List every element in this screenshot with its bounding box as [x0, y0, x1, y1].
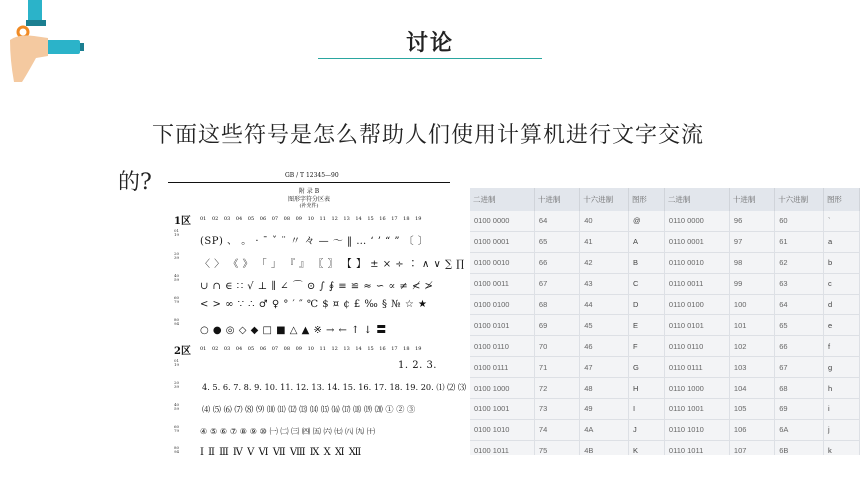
gb-appendix-label: 附 录 B	[298, 188, 320, 195]
hex-cell: 44	[580, 294, 629, 315]
glyph-cell: a	[823, 231, 859, 252]
ascii-header-row	[470, 188, 860, 211]
decimal-cell: 100	[729, 294, 774, 315]
decimal-cell: 104	[729, 378, 774, 399]
binary-cell: 0110 0000	[664, 211, 729, 231]
col-hex: 十六进制	[580, 188, 629, 211]
gb-top-rule	[168, 182, 450, 183]
hex-cell: 41	[580, 231, 629, 252]
ascii-table-body	[470, 211, 860, 455]
binary-cell: 0110 1000	[664, 378, 729, 399]
zone2-row: 4. 5. 6. 7. 8. 9. 10. 11. 12. 13. 14. 15. 16. 17. 18. 19. 20. ⑴ ⑵ ⑶	[202, 382, 467, 392]
zone2-row-number: 40 59	[174, 402, 180, 411]
hex-cell: 43	[580, 273, 629, 294]
glyph-cell: J	[628, 419, 664, 440]
binary-cell: 0100 1001	[470, 399, 534, 420]
decimal-cell: 75	[534, 440, 579, 455]
binary-cell: 0100 0100	[470, 294, 534, 315]
col-hex: 十六进制	[775, 188, 824, 211]
binary-cell: 0100 1000	[470, 378, 534, 399]
glyph-cell: i	[823, 399, 859, 420]
binary-cell: 0110 0110	[664, 336, 729, 357]
hex-cell: 62	[775, 252, 824, 273]
ascii-row	[470, 231, 860, 252]
hex-cell: 69	[775, 399, 824, 420]
ascii-row	[470, 357, 860, 378]
zone1-row-number: 01 19	[174, 228, 180, 237]
zone1-label: 1区	[174, 216, 191, 227]
hex-cell: 61	[775, 231, 824, 252]
hex-cell: 40	[580, 211, 629, 231]
question-line-2: 的?	[118, 170, 152, 195]
binary-cell: 0100 0010	[470, 252, 534, 273]
decimal-cell: 98	[729, 252, 774, 273]
hex-cell: 66	[775, 336, 824, 357]
binary-cell: 0110 0111	[664, 357, 729, 378]
glyph-cell: B	[628, 252, 664, 273]
binary-cell: 0100 1011	[470, 440, 534, 455]
gb-symbol-table	[168, 172, 467, 462]
zone1-row: 〈 〉 《 》 「 」 『 』 〖 〗 【 】 ± × ÷ ∶ ∧ ∨ ∑ ∏	[200, 259, 465, 270]
glyph-cell: G	[628, 357, 664, 378]
binary-cell: 0110 1010	[664, 419, 729, 440]
glyph-cell: f	[823, 336, 859, 357]
decimal-cell: 74	[534, 419, 579, 440]
glyph-cell: H	[628, 378, 664, 399]
col-glyph: 图形	[823, 188, 859, 211]
page-title: 讨论	[405, 31, 454, 56]
hex-cell: 68	[775, 378, 824, 399]
zone1-row-number: 20 39	[174, 251, 180, 260]
decimal-cell: 72	[534, 378, 579, 399]
binary-cell: 0100 0011	[470, 273, 534, 294]
question-line-1: 下面这些符号是怎么帮助人们使用计算机进行文字交流	[152, 123, 705, 148]
glyph-cell: b	[823, 252, 859, 273]
zone1-row: (SP) 、 。 · ˉ ˇ ¨ 〃 々 — ～ ‖ … ‘ ’ “ ” 〔 〕	[200, 236, 429, 247]
decimal-cell: 66	[534, 252, 579, 273]
zone2-row: 1. 2. 3.	[398, 360, 437, 371]
decimal-cell: 69	[534, 315, 579, 336]
binary-cell: 0110 0010	[664, 252, 729, 273]
title-underline	[318, 58, 542, 59]
hex-cell: 46	[580, 336, 629, 357]
zone1-row: < > ∞ ∵ ∴ ♂ ♀ ° ′ ″ ℃ $ ¤ ¢ £ ‰ § № ☆ ★	[200, 299, 428, 310]
ascii-row	[470, 336, 860, 357]
zone2-row: Ⅰ Ⅱ Ⅲ Ⅳ Ⅴ Ⅵ Ⅶ Ⅷ Ⅸ Ⅹ Ⅺ Ⅻ	[200, 447, 362, 458]
zone1-row-number: 40 59	[174, 273, 180, 282]
hex-cell: 6A	[775, 419, 824, 440]
decimal-cell: 96	[729, 211, 774, 231]
hex-cell: 4B	[580, 440, 629, 455]
decimal-cell: 65	[534, 231, 579, 252]
decimal-cell: 107	[729, 440, 774, 455]
hex-cell: 67	[775, 357, 824, 378]
decimal-cell: 99	[729, 273, 774, 294]
gb-table-subtitle: (补充件)	[299, 203, 319, 209]
glyph-cell: F	[628, 336, 664, 357]
decimal-cell: 71	[534, 357, 579, 378]
decimal-cell: 106	[729, 419, 774, 440]
glyph-cell: d	[823, 294, 859, 315]
zone2-row-number: 60 79	[174, 424, 180, 433]
binary-cell: 0100 0101	[470, 315, 534, 336]
zone2-label: 2区	[174, 346, 191, 357]
decimal-cell: 103	[729, 357, 774, 378]
ascii-row	[470, 378, 860, 399]
binary-cell: 0100 0110	[470, 336, 534, 357]
zone1-row: ∪ ∩ ∈ ∷ √ ⊥ ∥ ∠ ⌒ ⊙ ∫ ∮ ≡ ≌ ≈ ∽ ∝ ≠ ≮ ≯	[200, 281, 434, 292]
binary-cell: 0110 1011	[664, 440, 729, 455]
glyph-cell: g	[823, 357, 859, 378]
glyph-cell: e	[823, 315, 859, 336]
zone2-row: ④ ⑤ ⑥ ⑦ ⑧ ⑨ ⑩ ㈠ ㈡ ㈢ ㈣ ㈤ ㈥ ㈦ ㈧ ㈨ ㈩	[200, 426, 375, 436]
zone1-row-number: 80 94	[174, 317, 180, 326]
glyph-cell: I	[628, 399, 664, 420]
binary-cell: 0100 0000	[470, 211, 534, 231]
ascii-row	[470, 419, 860, 440]
gb-standard-code: GB / T 12345—90	[285, 172, 339, 179]
ascii-code-table	[470, 188, 860, 455]
glyph-cell: K	[628, 440, 664, 455]
zone1-row-number: 60 79	[174, 295, 180, 304]
glyph-cell: `	[823, 211, 859, 231]
hex-cell: 63	[775, 273, 824, 294]
binary-cell: 0110 0101	[664, 315, 729, 336]
hex-cell: 45	[580, 315, 629, 336]
zone2-column-numbers: 01 02 03 04 05 06 07 08 09 10 11 12 13 14 15 16 17 18 19	[200, 346, 422, 352]
ascii-row	[470, 294, 860, 315]
hex-cell: 65	[775, 315, 824, 336]
ascii-row	[470, 440, 860, 455]
glyph-cell: c	[823, 273, 859, 294]
ascii-row	[470, 211, 860, 231]
hex-cell: 49	[580, 399, 629, 420]
binary-cell: 0100 0111	[470, 357, 534, 378]
glyph-cell: E	[628, 315, 664, 336]
binary-cell: 0100 0001	[470, 231, 534, 252]
zone1-row: ○ ● ◎ ◇ ◆ □ ■ △ ▲ ※ → ← ↑ ↓ 〓	[200, 325, 387, 336]
binary-cell: 0100 1010	[470, 419, 534, 440]
zone2-row-number: 20 39	[174, 380, 180, 389]
decimal-cell: 97	[729, 231, 774, 252]
ascii-row	[470, 252, 860, 273]
ascii-row	[470, 273, 860, 294]
zone2-row-number: 01 19	[174, 358, 180, 367]
hex-cell: 48	[580, 378, 629, 399]
hex-cell: 6B	[775, 440, 824, 455]
col-glyph: 图形	[628, 188, 664, 211]
decimal-cell: 73	[534, 399, 579, 420]
col-decimal: 十进制	[729, 188, 774, 211]
decimal-cell: 102	[729, 336, 774, 357]
glyph-cell: A	[628, 231, 664, 252]
zone2-row-number: 80 94	[174, 445, 180, 454]
glyph-cell: C	[628, 273, 664, 294]
zone1-column-numbers: 01 02 03 04 05 06 07 08 09 10 11 12 13 14 15 16 17 18 19	[200, 216, 422, 222]
hex-cell: 42	[580, 252, 629, 273]
ascii-table	[470, 188, 860, 455]
binary-cell: 0110 0100	[664, 294, 729, 315]
hex-cell: 47	[580, 357, 629, 378]
hex-cell: 60	[775, 211, 824, 231]
col-decimal: 十进制	[534, 188, 579, 211]
hex-cell: 64	[775, 294, 824, 315]
glyph-cell: D	[628, 294, 664, 315]
binary-cell: 0110 0001	[664, 231, 729, 252]
binary-cell: 0110 1001	[664, 399, 729, 420]
glyph-cell: @	[628, 211, 664, 231]
decimal-cell: 68	[534, 294, 579, 315]
decimal-cell: 101	[729, 315, 774, 336]
decimal-cell: 105	[729, 399, 774, 420]
ascii-row	[470, 399, 860, 420]
col-binary: 二进制	[664, 188, 729, 211]
decimal-cell: 64	[534, 211, 579, 231]
glyph-cell: h	[823, 378, 859, 399]
gb-table-title: 图形字符分区表	[287, 196, 330, 203]
glyph-cell: k	[823, 440, 859, 455]
hex-cell: 4A	[580, 419, 629, 440]
zone2-row: ⑷ ⑸ ⑹ ⑺ ⑻ ⑼ ⑽ ⑾ ⑿ ⒀ ⒁ ⒂ ⒃ ⒄ ⒅ ⒆ ⒇ ① ② ③	[202, 404, 416, 414]
ascii-row	[470, 315, 860, 336]
decimal-cell: 67	[534, 273, 579, 294]
decimal-cell: 70	[534, 336, 579, 357]
glyph-cell: j	[823, 419, 859, 440]
col-binary: 二进制	[470, 188, 534, 211]
binary-cell: 0110 0011	[664, 273, 729, 294]
